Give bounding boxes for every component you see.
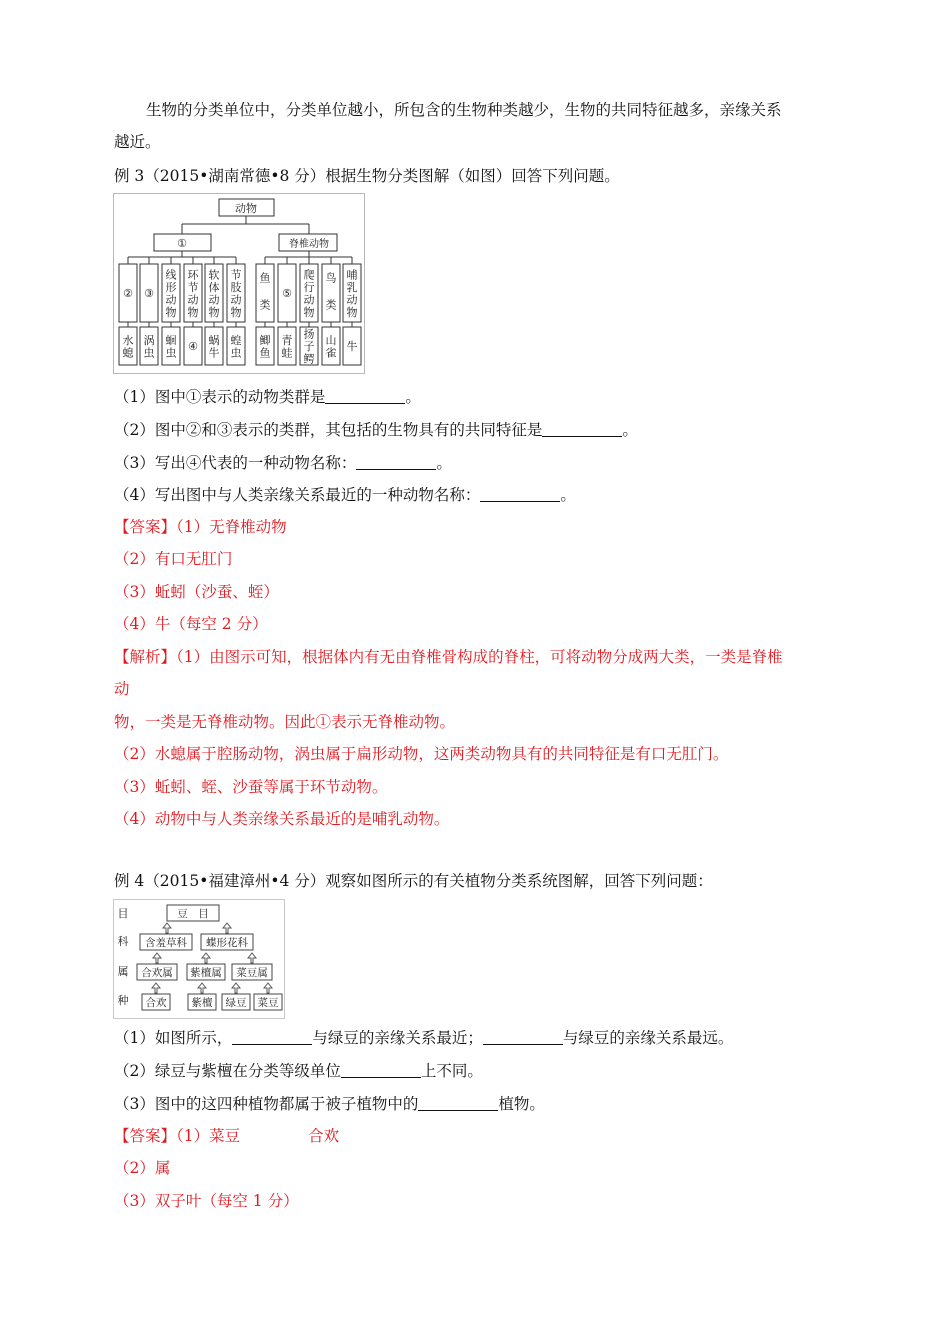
class-label-5-char-1: 肢	[230, 280, 242, 294]
ex3-analysis-1-cont: 动	[114, 680, 130, 698]
class-label-0-char-0: ②	[123, 287, 133, 300]
ex4-q3-end: 植物。	[498, 1095, 545, 1113]
class-label-5-char-3: 物	[230, 305, 242, 319]
rank-label-family: 科	[117, 935, 129, 948]
example-label-4-char-0: 蜗	[208, 333, 220, 347]
ex3-question-4	[114, 485, 576, 505]
class-label-4-char-2: 动	[208, 293, 220, 307]
ex3-answer-3: （3）蚯蚓（沙蚕、蛭）	[114, 583, 279, 601]
ex3-question-2	[114, 420, 638, 440]
genus-phaseolus: 菜豆属	[236, 967, 268, 979]
genus-albizia: 合欢属	[141, 967, 173, 979]
class-label-7-char-0: ⑤	[282, 287, 292, 300]
ex4-q1-blank-2[interactable]	[483, 1030, 563, 1045]
analysis-tag: 【解析】	[114, 648, 177, 666]
class-label-10-char-0: 哺	[346, 268, 358, 282]
ex3-question-1	[114, 387, 421, 407]
plant-classification-diagram	[114, 900, 284, 1018]
ex3-answer-1-text: （1）无脊椎动物	[176, 518, 287, 536]
class-label-3-char-0: 环	[187, 268, 199, 282]
class-label-5-char-2: 动	[230, 293, 242, 307]
ex4-question-2	[114, 1061, 483, 1081]
order-legumes: 豆 目	[177, 908, 209, 920]
ex3-analysis-1-end: 物，一类是无脊椎动物。因此①表示无脊椎动物。	[114, 713, 456, 731]
family-mimosaceae: 含羞草科	[145, 937, 187, 949]
ex3-analysis-1	[114, 647, 783, 667]
ex3-answer-1	[114, 517, 287, 537]
example-label-5-char-0: 蝗	[230, 333, 242, 347]
diagram-invertebrate-label: ①	[177, 237, 187, 250]
ex3-q1-end: 。	[405, 388, 421, 406]
diagram-root-label: 动物	[235, 202, 257, 215]
rank-label-species: 种	[117, 994, 129, 1007]
example-label-1-char-0: 涡	[143, 333, 155, 347]
class-label-5-char-0: 节	[230, 268, 242, 282]
rank-label-order: 目	[117, 907, 129, 920]
ex3-question-3	[114, 453, 452, 473]
ex4-q2-blank[interactable]	[341, 1063, 421, 1078]
genus-pterocarpus: 紫檀属	[190, 967, 222, 979]
species-bean: 菜豆	[257, 997, 279, 1009]
intro-line-1: 生物的分类单位中，分类单位越小，所包含的生物种类越少，生物的共同特征越多，亲缘关系	[146, 101, 782, 119]
ex3-analysis-2: （2）水螅属于腔肠动物，涡虫属于扁形动物，这两类动物具有的共同特征是有口无肛门。	[114, 745, 729, 763]
ex4-q1-end: 与绿豆的亲缘关系最远。	[562, 1029, 734, 1047]
class-label-6-char-0: 鱼	[259, 271, 271, 285]
class-label-4-char-3: 物	[208, 305, 220, 319]
ex4-q3-text: （3）图中的这四种植物都属于被子植物中的	[114, 1095, 419, 1113]
example-label-4-char-1: 牛	[208, 346, 220, 360]
example-label-2-char-1: 虫	[165, 346, 177, 360]
class-label-3-char-1: 节	[187, 280, 199, 294]
ex4-q3-blank[interactable]	[418, 1096, 498, 1111]
class-label-8-char-0: 爬	[303, 268, 315, 282]
ex3-q1-text: （1）图中①表示的动物类群是	[114, 388, 326, 406]
ex4-answer-1a: （1）菜豆	[176, 1127, 241, 1145]
ex3-q4-text: （4）写出图中与人类亲缘关系最近的一种动物名称：	[114, 486, 481, 504]
ex3-q1-blank[interactable]	[325, 389, 405, 404]
class-label-6-char-1: 类	[259, 298, 271, 312]
example-3-title: 例 3（2015•湖南常德•8 分）根据生物分类图解（如图）回答下列问题。	[114, 167, 620, 185]
ex4-answer-1b: 合欢	[308, 1127, 340, 1145]
ex3-q3-text: （3）写出④代表的一种动物名称：	[114, 454, 357, 472]
family-papilionaceae: 蝶形花科	[206, 937, 248, 949]
ex4-q1-mid: 与绿豆的亲缘关系最近；	[312, 1029, 483, 1047]
animal-classification-diagram	[114, 194, 364, 373]
ex3-analysis-1-text: （1）由图示可知，根据体内有无由脊椎骨构成的脊柱，可将动物分成两大类，一类是脊椎	[176, 648, 783, 666]
example-label-7-char-1: 蛙	[281, 346, 293, 360]
species-albizia: 合欢	[145, 997, 167, 1009]
example-label-10-char-0: 牛	[346, 340, 358, 353]
ex3-q4-end: 。	[560, 486, 576, 504]
ex4-question-3	[114, 1094, 545, 1114]
ex3-q3-end: 。	[436, 454, 452, 472]
example-label-8-char-1: 子	[303, 340, 315, 353]
class-label-2-char-2: 动	[165, 293, 177, 307]
ex3-analysis-3: （3）蚯蚓、蛭、沙蚕等属于环节动物。	[114, 778, 388, 796]
species-mung-bean: 绿豆	[225, 997, 247, 1009]
animal-classification-figure	[113, 193, 365, 374]
class-label-9-char-1: 类	[325, 298, 337, 312]
ex4-q2-end: 上不同。	[420, 1062, 483, 1080]
ex4-answer-3: （3）双子叶（每空 1 分）	[114, 1192, 299, 1210]
class-label-10-char-1: 乳	[346, 280, 358, 294]
class-label-9-char-0: 鸟	[325, 271, 337, 285]
ex4-answer-2: （2）属	[114, 1159, 171, 1177]
example-label-0-char-1: 螅	[122, 346, 134, 360]
class-label-2-char-1: 形	[165, 280, 177, 294]
example-label-6-char-1: 鱼	[259, 346, 271, 360]
ex4-q1-text: （1）如图所示，	[114, 1029, 233, 1047]
ex3-q2-text: （2）图中②和③表示的类群，其包括的生物具有的共同特征是	[114, 421, 543, 439]
class-label-2-char-0: 线	[165, 268, 177, 282]
diagram-vertebrate-label: 脊椎动物	[289, 239, 329, 250]
answer-tag: 【答案】	[114, 1127, 177, 1145]
example-label-5-char-1: 虫	[230, 346, 242, 360]
class-label-2-char-3: 物	[165, 305, 177, 319]
example-label-3-char-0: ④	[188, 340, 198, 353]
example-label-8-char-2: 鳄	[303, 352, 315, 366]
ex3-analysis-4: （4）动物中与人类亲缘关系最近的是哺乳动物。	[114, 810, 450, 828]
example-label-9-char-0: 山	[325, 333, 337, 347]
example-label-1-char-1: 虫	[143, 346, 155, 360]
example-label-6-char-0: 鲫	[259, 333, 271, 347]
rank-label-genus: 属	[117, 965, 129, 978]
class-label-8-char-3: 物	[303, 305, 315, 319]
example-label-8-char-0: 扬	[303, 327, 315, 341]
ex3-q3-blank[interactable]	[356, 455, 436, 470]
ex4-question-1	[114, 1028, 733, 1048]
ex3-answer-4: （4）牛（每空 2 分）	[114, 615, 268, 633]
ex4-q1-blank-1[interactable]	[232, 1030, 312, 1045]
answer-tag: 【答案】	[114, 518, 177, 536]
ex4-answer-1	[114, 1126, 339, 1146]
example-label-0-char-0: 水	[122, 333, 134, 347]
ex3-answer-2: （2）有口无肛门	[114, 550, 233, 568]
class-label-1-char-0: ③	[144, 287, 154, 300]
ex3-q2-blank[interactable]	[542, 422, 622, 437]
species-rosewood: 紫檀	[191, 997, 213, 1009]
ex4-q2-text: （2）绿豆与紫檀在分类等级单位	[114, 1062, 341, 1080]
plant-classification-figure	[113, 899, 285, 1019]
class-label-3-char-2: 动	[187, 293, 199, 307]
class-label-8-char-2: 动	[303, 293, 315, 307]
class-label-10-char-2: 动	[346, 293, 358, 307]
example-label-7-char-0: 青	[281, 333, 293, 347]
ex3-q2-end: 。	[622, 421, 638, 439]
example-4-title: 例 4（2015•福建漳州•4 分）观察如图所示的有关植物分类系统图解，回答下列问题：	[114, 872, 713, 890]
class-label-10-char-3: 物	[346, 305, 358, 319]
intro-line-2: 越近。	[114, 133, 161, 151]
ex3-q4-blank[interactable]	[480, 487, 560, 502]
class-label-8-char-1: 行	[303, 280, 315, 294]
example-label-9-char-1: 雀	[325, 346, 337, 360]
example-label-2-char-0: 蛔	[165, 333, 177, 347]
class-label-4-char-1: 体	[208, 280, 220, 294]
class-label-3-char-3: 物	[187, 305, 199, 319]
class-label-4-char-0: 软	[208, 268, 220, 282]
